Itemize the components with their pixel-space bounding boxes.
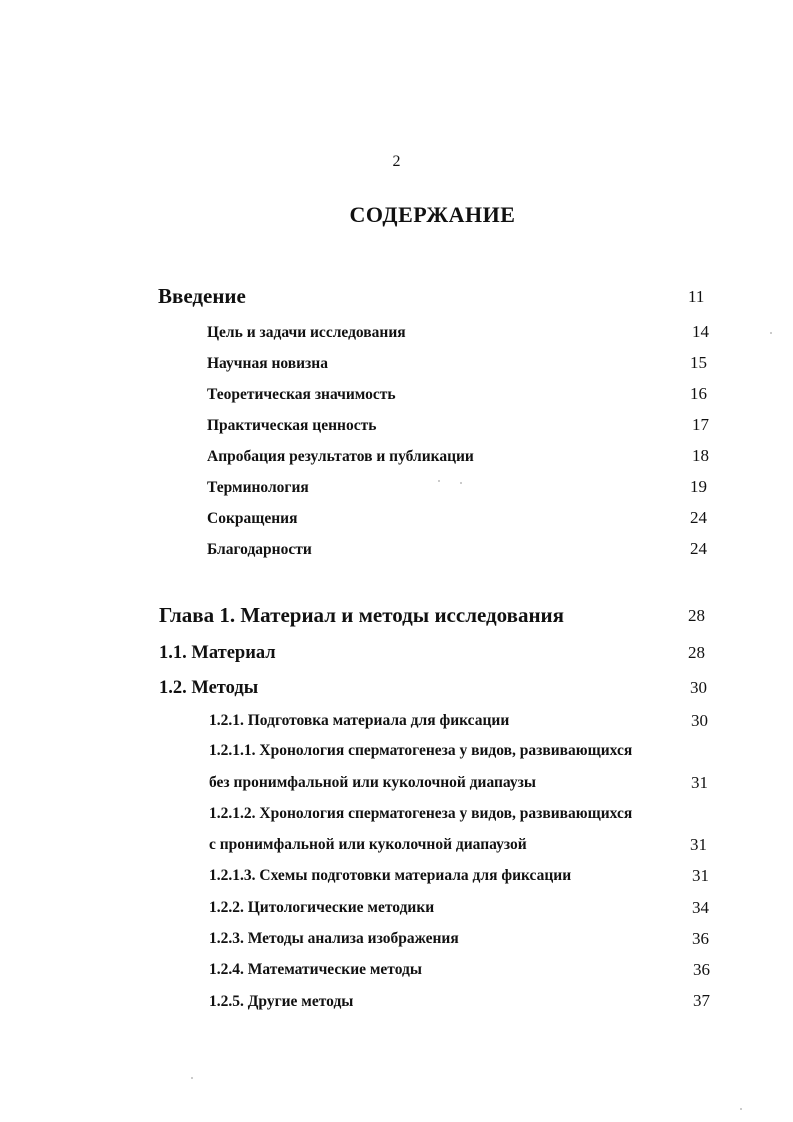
toc-subsection-line1: 1.2.1.2. Хронология сперматогенеза у видов, развивающихся bbox=[209, 805, 633, 822]
toc-item: Научная новизна bbox=[207, 355, 328, 372]
toc-page: 36 bbox=[693, 960, 710, 979]
scan-speck bbox=[460, 482, 462, 484]
toc-item: Теоретическая значимость bbox=[207, 386, 396, 403]
toc-page: 36 bbox=[692, 929, 709, 948]
toc-subsection: 1.2.5. Другие методы bbox=[209, 993, 354, 1010]
toc-heading-intro: Введение bbox=[158, 284, 246, 308]
toc-page: 34 bbox=[692, 898, 709, 917]
toc-subsection: 1.2.3. Методы анализа изображения bbox=[209, 930, 459, 947]
toc-subsection: 1.2.4. Математические методы bbox=[209, 961, 422, 978]
toc-page: 31 bbox=[690, 835, 707, 854]
toc-page: 19 bbox=[690, 477, 707, 496]
toc-page: 30 bbox=[691, 711, 708, 730]
scan-speck bbox=[191, 1077, 193, 1079]
toc-page: 28 bbox=[688, 643, 705, 662]
toc-page: 14 bbox=[692, 322, 709, 341]
toc-subsection: 1.2.2. Цитологические методики bbox=[209, 899, 435, 916]
toc-item: Практическая ценность bbox=[207, 417, 377, 434]
toc-page: 31 bbox=[692, 866, 709, 885]
toc-page: 31 bbox=[691, 773, 708, 792]
page-number: 2 bbox=[392, 153, 401, 170]
toc-page: 37 bbox=[693, 991, 710, 1010]
toc-subsection-line2: без пронимфальной или куколочной диапаузы bbox=[209, 774, 536, 791]
toc-page-chapter1: 28 bbox=[688, 606, 705, 625]
toc-item: Сокращения bbox=[207, 510, 298, 527]
toc-subsection: 1.2.1.3. Схемы подготовки материала для фиксации bbox=[209, 867, 572, 884]
toc-page-intro: 11 bbox=[688, 287, 705, 306]
page-title: СОДЕРЖАНИЕ bbox=[349, 202, 516, 227]
toc-item: Терминология bbox=[207, 479, 309, 496]
toc-heading-chapter1: Глава 1. Материал и методы исследования bbox=[159, 603, 565, 627]
toc-page: 17 bbox=[692, 415, 709, 434]
scan-speck bbox=[770, 332, 772, 334]
toc-page: 24 bbox=[690, 539, 707, 558]
toc-subsection-line1: 1.2.1.1. Хронология сперматогенеза у видов, развивающихся bbox=[209, 742, 633, 759]
toc-page: 24 bbox=[690, 508, 707, 527]
toc-section: 1.1. Материал bbox=[159, 643, 276, 663]
toc-section: 1.2. Методы bbox=[159, 678, 259, 698]
toc-page: 30 bbox=[690, 678, 707, 697]
scan-speck bbox=[438, 480, 440, 482]
toc-item: Цель и задачи исследования bbox=[207, 324, 406, 341]
toc-item: Апробация результатов и публикации bbox=[207, 448, 474, 465]
toc-page: 16 bbox=[690, 384, 707, 403]
toc-subsection-line2: с пронимфальной или куколочной диапаузой bbox=[209, 836, 527, 853]
toc-page: 15 bbox=[690, 353, 707, 372]
scan-speck bbox=[740, 1108, 742, 1110]
toc-page: 18 bbox=[692, 446, 709, 465]
toc-subsection: 1.2.1. Подготовка материала для фиксации bbox=[209, 712, 510, 729]
toc-item: Благодарности bbox=[207, 541, 312, 558]
